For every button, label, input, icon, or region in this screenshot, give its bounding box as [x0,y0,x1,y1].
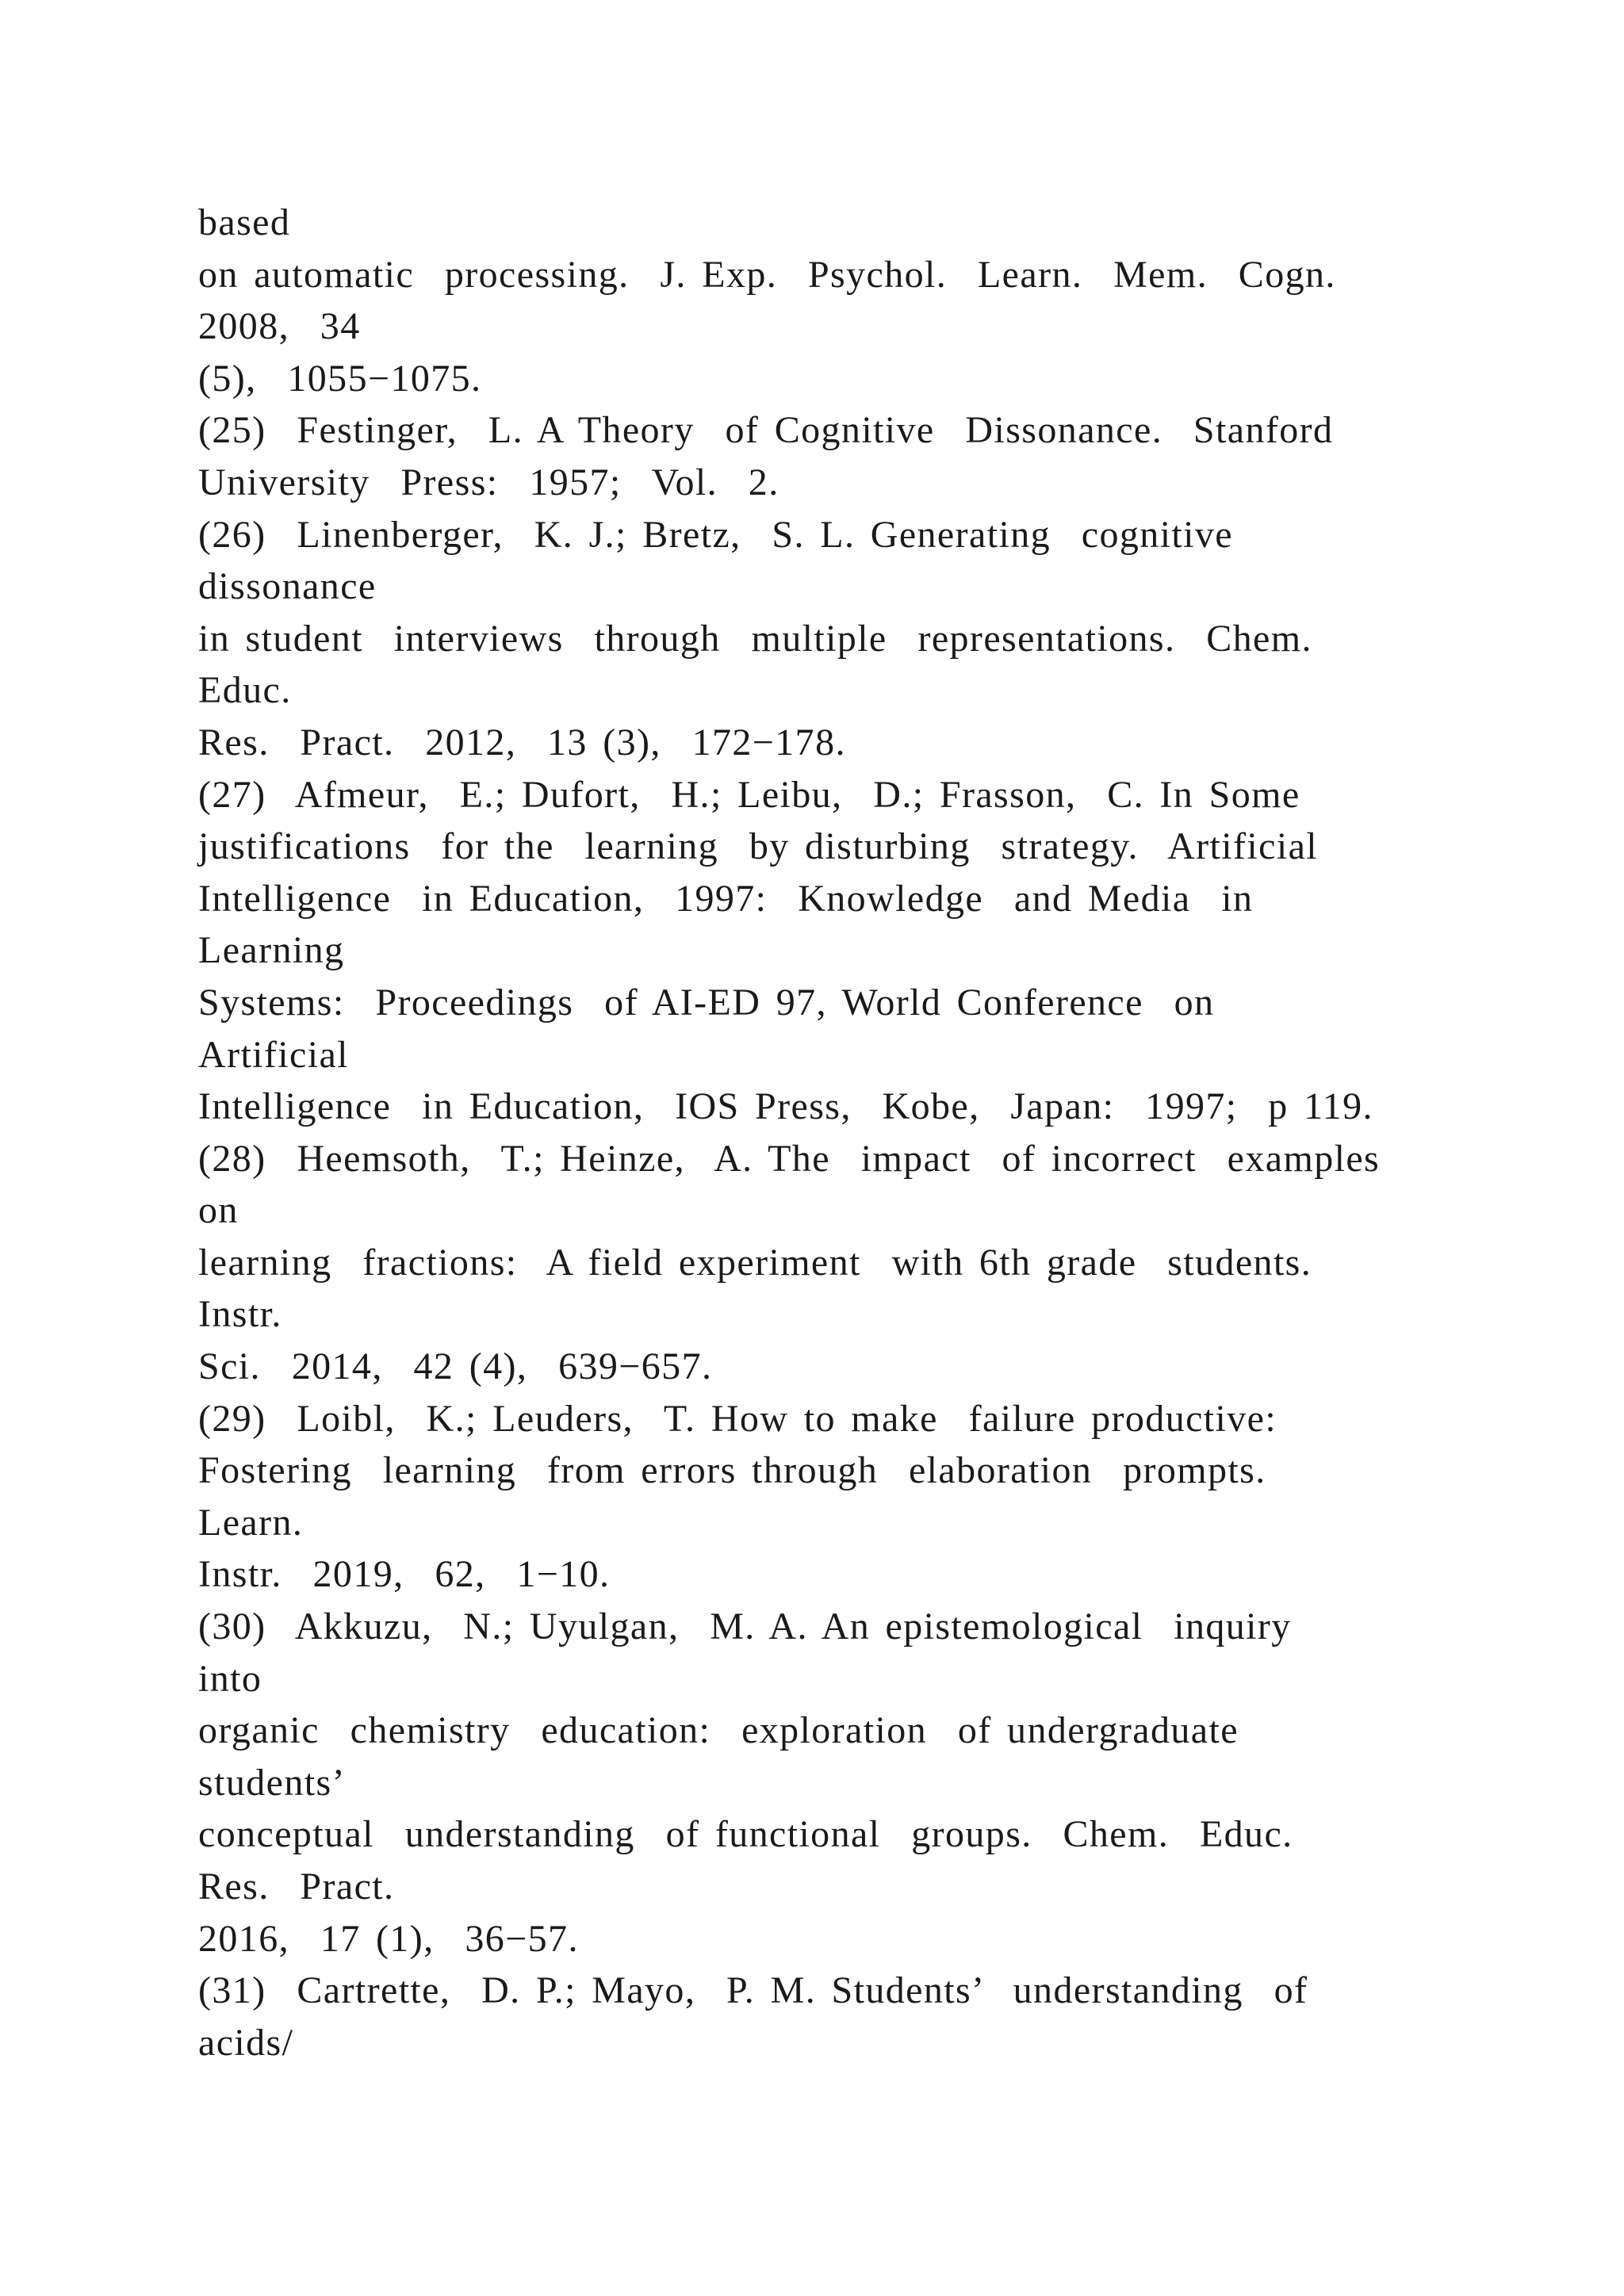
text-line: Intelligence in Education, 1997: Knowledge and Media in [198,877,1254,920]
text-line: on automatic processing. J. Exp. Psychol. Learn. Mem. Cogn. [198,253,1336,296]
reference-29-start: (29) Loibl, K.; Leuders, T. How to make failure productive: [198,1397,1277,1440]
text-line: dissonance [198,565,377,608]
text-line: Sci. 2014, 42 (4), 639−657. [198,1345,713,1388]
text-line: Systems: Proceedings of AI-ED 97, World Conference on [198,981,1215,1024]
reference-31-start: (31) Cartrette, D. P.; Mayo, P. M. Students’ understanding of [198,1969,1308,2012]
text-line: acids/ [198,2021,294,2064]
text-line: Educ. [198,669,292,712]
text-line: Instr. [198,1293,282,1336]
text-line: into [198,1657,262,1700]
text-line: learning fractions: A field experiment with 6th grade students. [198,1241,1312,1284]
text-line: (5), 1055−1075. [198,357,482,400]
text-line: in student interviews through multiple representations. Chem. [198,617,1312,660]
reference-list [198,197,1507,2068]
text-line: 2008, 34 [198,305,361,348]
text-line: Res. Pract. 2012, 13 (3), 172−178. [198,721,846,763]
reference-25-start: (25) Festinger, L. A Theory of Cognitive Dissonance. Stanford [198,409,1334,452]
reference-27-start: (27) Afmeur, E.; Dufort, H.; Leibu, D.; Frasson, C. In Some [198,773,1300,816]
text-line: on [198,1189,239,1232]
text-line: justifications for the learning by disturbing strategy. Artificial [198,825,1319,868]
reference-30-start: (30) Akkuzu, N.; Uyulgan, M. A. An epistemological inquiry [198,1605,1292,1648]
text-line: Intelligence in Education, IOS Press, Kobe, Japan: 1997; p 119. [198,1085,1373,1128]
reference-28-start: (28) Heemsoth, T.; Heinze, A. The impact of incorrect examples [198,1137,1381,1180]
text-line: students’ [198,1761,346,1804]
text-line: conceptual understanding of functional groups. Chem. Educ. [198,1813,1293,1856]
text-line: University Press: 1957; Vol. 2. [198,461,779,503]
text-line: Res. Pract. [198,1866,395,1908]
text-line: Artificial [198,1033,349,1076]
text-line: Learning [198,929,345,972]
text-line: Instr. 2019, 62, 1−10. [198,1553,611,1596]
text-line: Fostering learning from errors through elaboration prompts. [198,1449,1266,1492]
reference-26-start: (26) Linenberger, K. J.; Bretz, S. L. Generating cognitive [198,513,1234,556]
text-line: based [198,201,291,243]
text-line: Learn. [198,1501,304,1544]
text-line: 2016, 17 (1), 36−57. [198,1917,579,1960]
text-line: organic chemistry education: exploration of undergraduate [198,1709,1239,1752]
